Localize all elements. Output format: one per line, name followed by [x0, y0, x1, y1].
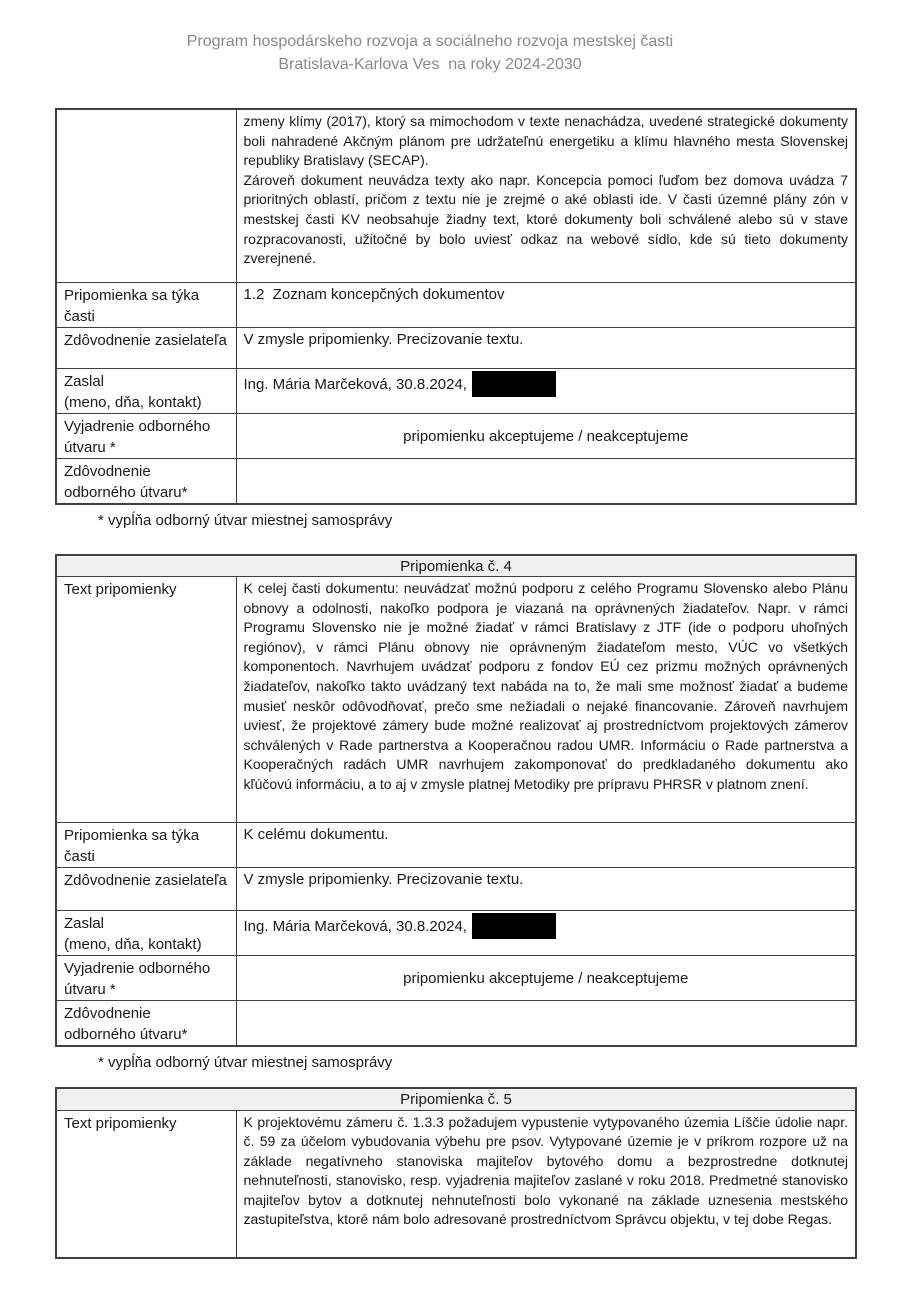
- table-row: [56, 1001, 856, 1047]
- remark-paragraph-1: zmeny klímy (2017), ktorý sa mimochodom v texte nenachádza, uvedené strategické dokumenty boli nahradené Akčným plánom pre udržateľnú energetiku a klímu hlavného mesta Slovenskej republiky Bratislavy (SECAP).: [243, 113, 848, 169]
- remark-text-value: K celej časti dokumentu: neuvádzať možnú podporu z celého Programu Slovensko alebo Plánu obnovy a odolnosti, nakoľko podpora je viazaná na oprávnených žiadateľov. Napr. v rámci Programu Slovensko nie je možné žiadať v rámci Bratislavy z JTF (ide o podporu uhoľných regiónov), v rámci Plánu obnovy nie oprávneným žiadateľom mesto, VÚC vo všetkých komponentoch. Navrhujem uvádzať podporu z fondov EÚ cez prizmu možných oprávnených žiadateľov, nakoľko takto uvádzaný text nabáda na to, že mali sme možnosť žiadať a budeme musieť neskôr odôvodňovať, prečo sme nežiadali o nejaké financovanie. Zároveň navrhujem uviesť, že projektové zámery bude možné realizovať aj prostredníctvom projektových zámerov schválených v Rade partnerstva a Kooperačnou radou UMR. Informáciu o Rade partnerstva a Kooperačných radách UMR navrhujem zakomponovať do predkladaného dokumentu ako kľúčovú informáciu, a to aj v zmysle platnej Metodiky pre prípravu PHRSR v platnom znení.: [236, 577, 856, 823]
- table-row: [56, 109, 856, 282]
- redacted-contact-box: [472, 913, 556, 939]
- table-row: [56, 282, 856, 327]
- table-row: [56, 956, 856, 1001]
- opinion-label: Vyjadrenie odborného útvaru *: [56, 413, 236, 458]
- empty-label-cell: [56, 109, 236, 282]
- pripomienka-5-title: Pripomienka č. 5: [56, 1088, 856, 1110]
- sender-justification-value: V zmysle pripomienky. Precizovanie textu.: [236, 868, 856, 911]
- opinion-value: pripomienku akceptujeme / neakceptujeme: [236, 413, 856, 458]
- table-row: [56, 577, 856, 823]
- page-title-line1: Program hospodárskeho rozvoja a sociálneho rozvoja mestskej časti: [186, 33, 674, 50]
- table-row: [56, 413, 856, 458]
- section-value: 1.2 Zoznam koncepčných dokumentov: [236, 282, 856, 327]
- table-row: [56, 823, 856, 868]
- pripomienka-4-title: Pripomienka č. 4: [56, 555, 856, 577]
- section-label: Pripomienka sa týka časti: [56, 823, 236, 868]
- section-value: K celému dokumentu.: [236, 823, 856, 868]
- opinion-value: pripomienku akceptujeme / neakceptujeme: [236, 956, 856, 1001]
- table-title-row: [56, 1088, 856, 1110]
- remark-paragraph-2: Zároveň dokument neuvádza texty ako napr. Koncepcia pomoci ľuďom bez domova uvádza 7 prioritných oblastí, pričom z textu nie je zrejmé o aké oblasti ide. V časti územné plány zón v mestskej časti KV neobsahuje žiadny text, ktoré dokumenty boli schválené alebo sú v stave rozpracovanosti, užitočné by bolo uviesť odkaz na webové sídlo, kde sú tieto dokumenty zverejnené.: [243, 171, 848, 267]
- table-pripomienka-5: [55, 1087, 857, 1259]
- remark-continuation-text: [236, 109, 856, 282]
- opinion-label: Vyjadrenie odborného útvaru *: [56, 956, 236, 1001]
- table-footnote: * vypĺňa odborný útvar miestnej samosprávy: [98, 1054, 393, 1071]
- table-row: [56, 327, 856, 368]
- sender-text: Ing. Mária Marčeková, 30.8.2024,: [243, 918, 467, 935]
- table-footnote: * vypĺňa odborný útvar miestnej samosprávy: [98, 511, 393, 529]
- sender-justification-value: V zmysle pripomienky. Precizovanie textu.: [236, 327, 856, 368]
- redacted-contact-box: [472, 371, 556, 397]
- remark-text-label: Text pripomienky: [56, 1110, 236, 1258]
- sender-justification-label: Zdôvodnenie zasielateľa: [56, 868, 236, 911]
- dept-justification-label: Zdôvodnenie odborného útvaru*: [56, 458, 236, 504]
- page-title: [0, 30, 860, 76]
- table-row: [56, 368, 856, 413]
- dept-justification-value: [236, 1001, 856, 1047]
- sender-label: Zaslal (meno, dňa, kontakt): [56, 368, 236, 413]
- table-pripomienka-continuation: [55, 108, 857, 505]
- table-pripomienka-4: [55, 554, 857, 1048]
- table-title-row: [56, 555, 856, 577]
- sender-justification-label: Zdôvodnenie zasielateľa: [56, 327, 236, 368]
- sender-value: [236, 911, 856, 956]
- sender-text: Ing. Mária Marčeková, 30.8.2024,: [243, 375, 467, 393]
- table-row: [56, 1110, 856, 1258]
- page-title-line2: Bratislava-Karlova Ves na roky 2024-2030: [278, 56, 582, 73]
- section-label: Pripomienka sa týka časti: [56, 282, 236, 327]
- dept-justification-label: Zdôvodnenie odborného útvaru*: [56, 1001, 236, 1047]
- remark-text-label: Text pripomienky: [56, 577, 236, 823]
- sender-label: Zaslal (meno, dňa, kontakt): [56, 911, 236, 956]
- dept-justification-value: [236, 458, 856, 504]
- sender-value: [236, 368, 856, 413]
- document-content: [55, 108, 855, 1259]
- table-row: [56, 911, 856, 956]
- table-row: [56, 868, 856, 911]
- remark-text-value: K projektovému zámeru č. 1.3.3 požadujem vypustenie vytypovaného územia Líščie údolie napr. č. 59 za účelom vybudovania výbehu pre psov. Vytypované územie je v príkrom rozpore už na základe negatívneho stanoviska majiteľov bytového domu a bezprostredne dotknutej nehnuteľnosti, stanovisko, resp. vyjadrenia majiteľov zaslané v roku 2018. Predmetné stanovisko majiteľov bytov a dotknutej nehnuteľnosti bolo vykonané na základe uznesenia mestského zastupiteľstva, ktoré nám bolo adresované prostredníctvom Správcu objektu, v tej dobe Regas.: [236, 1110, 856, 1258]
- table-row: [56, 458, 856, 504]
